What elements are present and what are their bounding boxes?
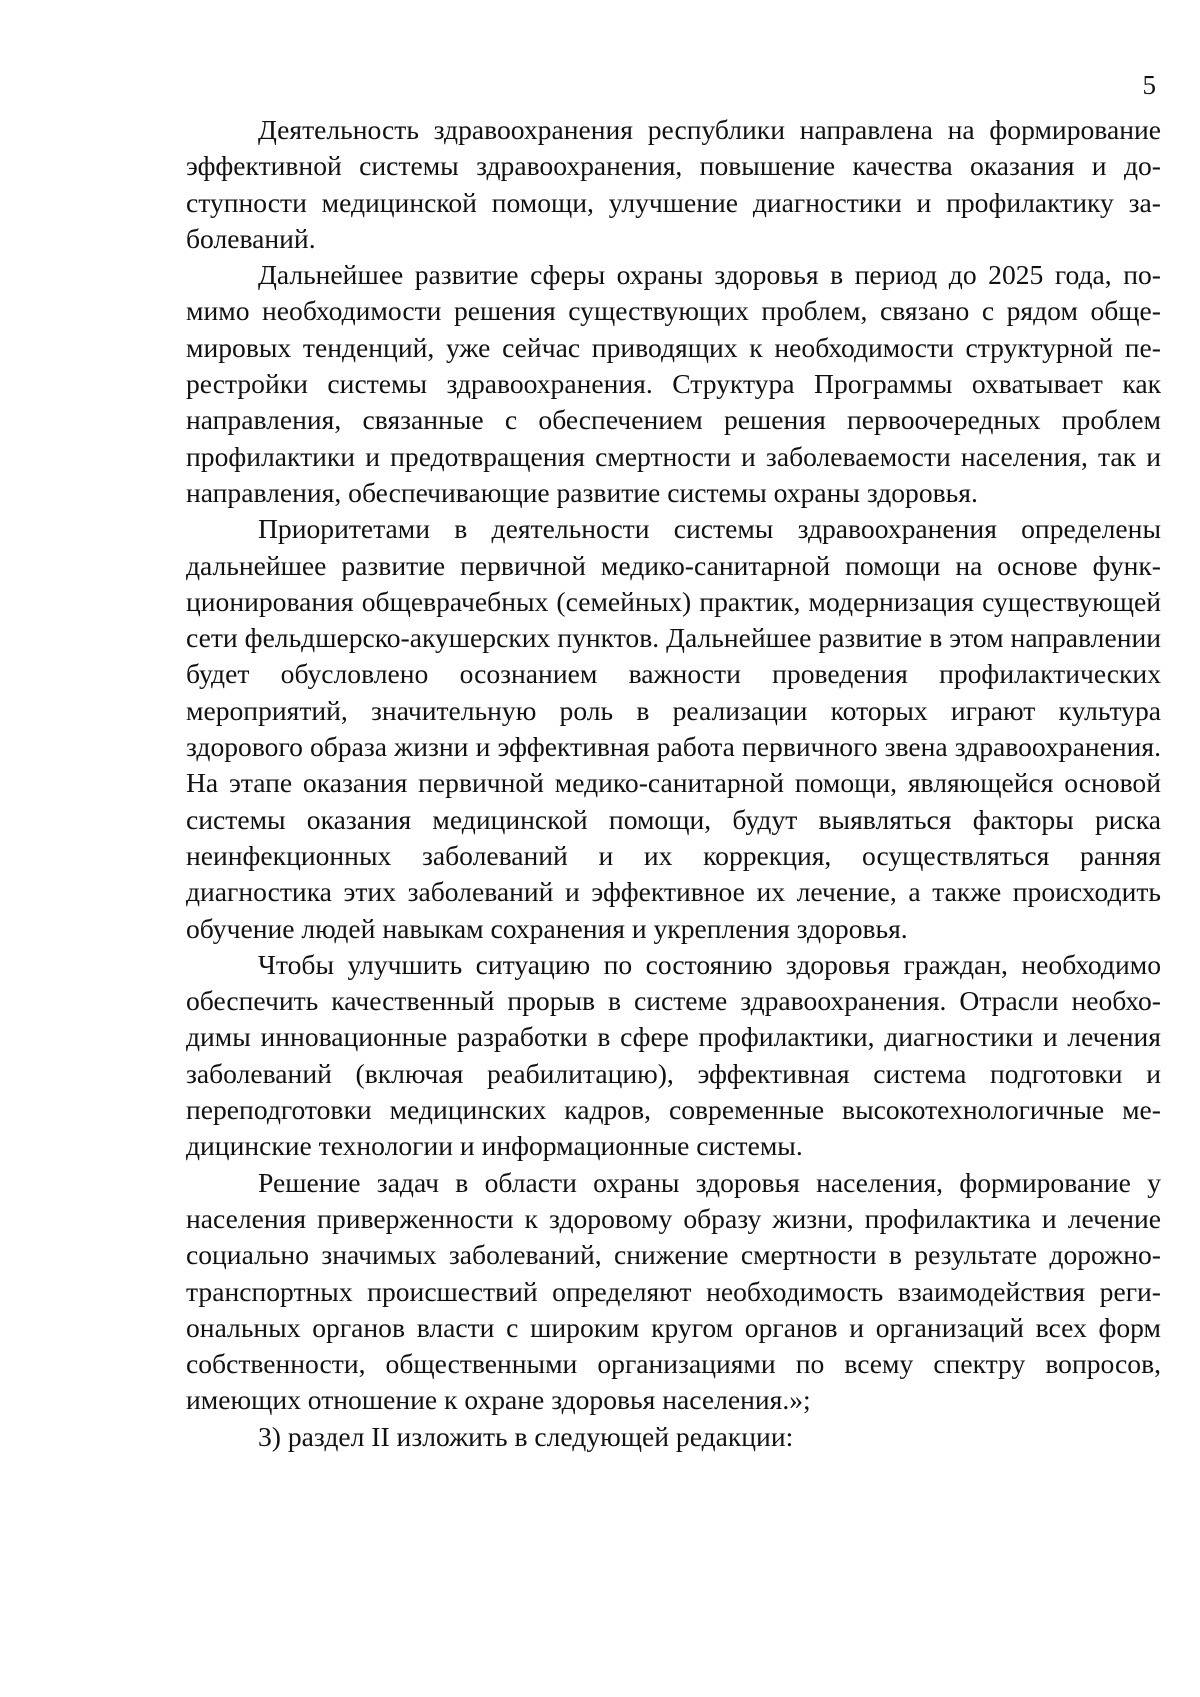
paragraph-priorities: Приоритетами в деятельности системы здравоохранения определены дальнейшее развитие первичной медико-санитарной помощи на основе функционирования общеврачебных (семейных) практик, модернизация существующей сети фельдшерско-акушерских пунктов. Дальнейшее развитие в этом направлении будет обусловлено осознанием важности проведения профилактических мероприятий, значительную роль в реализации которых играют культура здорового образа жизни и эффективная работа первичного звена здравоохранения. На этапе оказания первичной медико-санитарной помощи, являющейся основой системы оказания медицинской помощи, будут выявляться факторы риска неинфекционных заболеваний и их коррекция, осуществляться ранняя диагностика этих заболеваний и эффективное их лечение, а также происходить обучение людей навыкам сохранения и укрепления здоровья. xyxy=(186,513,1161,944)
page-number: 5 xyxy=(1142,70,1156,100)
document-body xyxy=(186,112,1161,1455)
paragraph-healthcare-activity: Деятельность здравоохранения республики направлена на формирование эффективной системы здравоохранения, повышение качества оказания и доступности медицинской помощи, улучшение диагностики и профилактику заболеваний. xyxy=(186,114,1161,254)
paragraph-solving-tasks: Решение задач в области охраны здоровья населения, формирование у населения приверженности к здоровому образу жизни, профилактика и лечение социально значимых заболеваний, снижение смертности в результате дорожно-транспортных происшествий определяют необходимость взаимодействия региональных органов власти с широким кругом органов и организаций всех форм собственности, общественными организациями по всему спектру вопросов, имеющих отношение к охране здоровья населения.»; xyxy=(186,1166,1161,1416)
paragraph-further-development: Дальнейшее развитие сферы охраны здоровья в период до 2025 года, помимо необходимости решения существующих проблем, связано с рядом общемировых тенденций, уже сейчас приводящих к необходимости структурной перестройки системы здравоохранения. Структура Программы охватывает как направления, связанные с обеспечением решения первоочередных проблем профилактики и предотвращения смертности и заболеваемости населения, так и направления, обеспечивающие развитие системы охраны здоровья. xyxy=(186,259,1161,508)
paragraph-section-two-amendment: 3) раздел II изложить в следующей редакции: xyxy=(258,1420,794,1452)
paragraph-improve-situation: Чтобы улучшить ситуацию по состоянию здоровья граждан, необходимо обеспечить качественный прорыв в системе здравоохранения. Отрасли необходимы инновационные разработки в сфере профилактики, диагностики и лечения заболеваний (включая реабилитацию), эффективная система подготовки и переподготовки медицинских кадров, современные высокотехнологичные медицинские технологии и информационные системы. xyxy=(186,948,1161,1162)
